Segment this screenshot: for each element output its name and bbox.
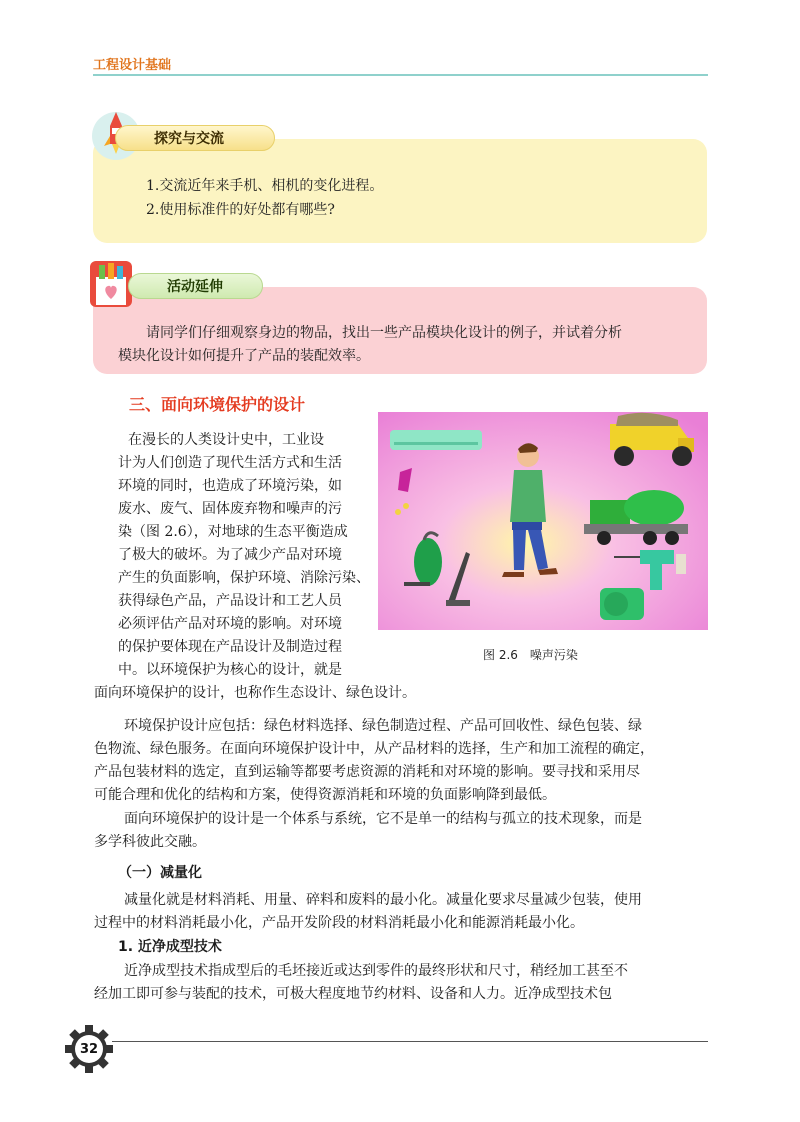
paragraph-5	[94, 960, 628, 1006]
subsection-title-reduction: （一）减量化	[118, 865, 202, 881]
text-line: 获得绿色产品，产品设计和工艺人员	[118, 593, 342, 609]
text-line: 面向环境保护的设计是一个体系与系统，它不是单一的结构与孤立的技术现象，而是	[124, 811, 642, 827]
text-line: 染（图 2.6），对地球的生态平衡造成	[118, 524, 348, 540]
text-line: 可能合理和优化的结构和方案，使得资源消耗和环境的负面影响降到最低。	[94, 787, 556, 803]
text-line: 必须评估产品对环境的影响。对环境	[118, 616, 342, 632]
figure-caption: 图 2.6 噪声污染	[483, 648, 578, 662]
activity-line-2: 模块化设计如何提升了产品的装配效率。	[118, 348, 370, 364]
text-line: 面向环境保护的设计，也称作生态设计、绿色设计。	[94, 685, 416, 701]
section-title: 三、面向环境保护的设计	[129, 395, 306, 414]
text-line: 中。以环境保护为核心的设计，就是	[118, 662, 342, 678]
paragraph-4	[94, 889, 642, 935]
intro-paragraph	[118, 429, 370, 682]
text-line: 的保护要体现在产品设计及制造过程	[118, 639, 342, 655]
text-line: 环境保护设计应包括：绿色材料选择、绿色制造过程、产品可回收性、绿色包装、绿	[124, 718, 642, 734]
text-line: 多学科彼此交融。	[94, 834, 206, 850]
text-line: 废水、废气、固体废弃物和噪声的污	[118, 501, 342, 517]
text-line: 计为人们创造了现代生活方式和生活	[118, 455, 342, 471]
text-line: 经加工即可参与装配的技术，可极大程度地节约材料、设备和人力。近净成型技术包	[94, 986, 612, 1002]
text-line: 环境的同时，也造成了环境污染，如	[118, 478, 342, 494]
explore-label: 探究与交流	[115, 125, 275, 151]
explore-item-2: 2.使用标准件的好处都有哪些?	[146, 202, 335, 218]
subsection-title-near-net: 1. 近净成型技术	[118, 939, 222, 955]
text-line: 产生的负面影响，保护环境、消除污染、	[118, 570, 370, 586]
text-line: 产品包装材料的选定，直到运输等都要考虑资源的消耗和对环境的影响。要寻找和采用尽	[94, 764, 640, 780]
paragraph-2	[94, 715, 654, 807]
text-line: 近净成型技术指成型后的毛坯接近或达到零件的最终形状和尺寸，稍经加工甚至不	[124, 963, 628, 979]
page-number: 32	[79, 1041, 99, 1057]
activity-label: 活动延伸	[128, 273, 263, 299]
footer-rule	[112, 1041, 708, 1042]
header-rule	[93, 74, 708, 76]
text-line: 减量化就是材料消耗、用量、碎料和废料的最小化。减量化要求尽量减少包装，使用	[124, 892, 642, 908]
text-line: 色物流、绿色服务。在面向环境保护设计中，从产品材料的选择，生产和加工流程的确定，	[94, 741, 654, 757]
activity-line-1: 请同学们仔细观察身边的物品，找出一些产品模块化设计的例子，并试着分析	[146, 325, 622, 341]
header-title: 工程设计基础	[93, 58, 172, 73]
paragraph-3	[94, 808, 642, 854]
noise-pollution-illustration	[378, 412, 708, 630]
explore-item-1: 1.交流近年来手机、相机的变化进程。	[146, 178, 384, 194]
text-line: 过程中的材料消耗最小化，产品开发阶段的材料消耗最小化和能源消耗最小化。	[94, 915, 584, 931]
text-line: 了极大的破坏。为了减少产品对环境	[118, 547, 342, 563]
text-line: 在漫长的人类设计史中，工业设	[128, 432, 324, 448]
